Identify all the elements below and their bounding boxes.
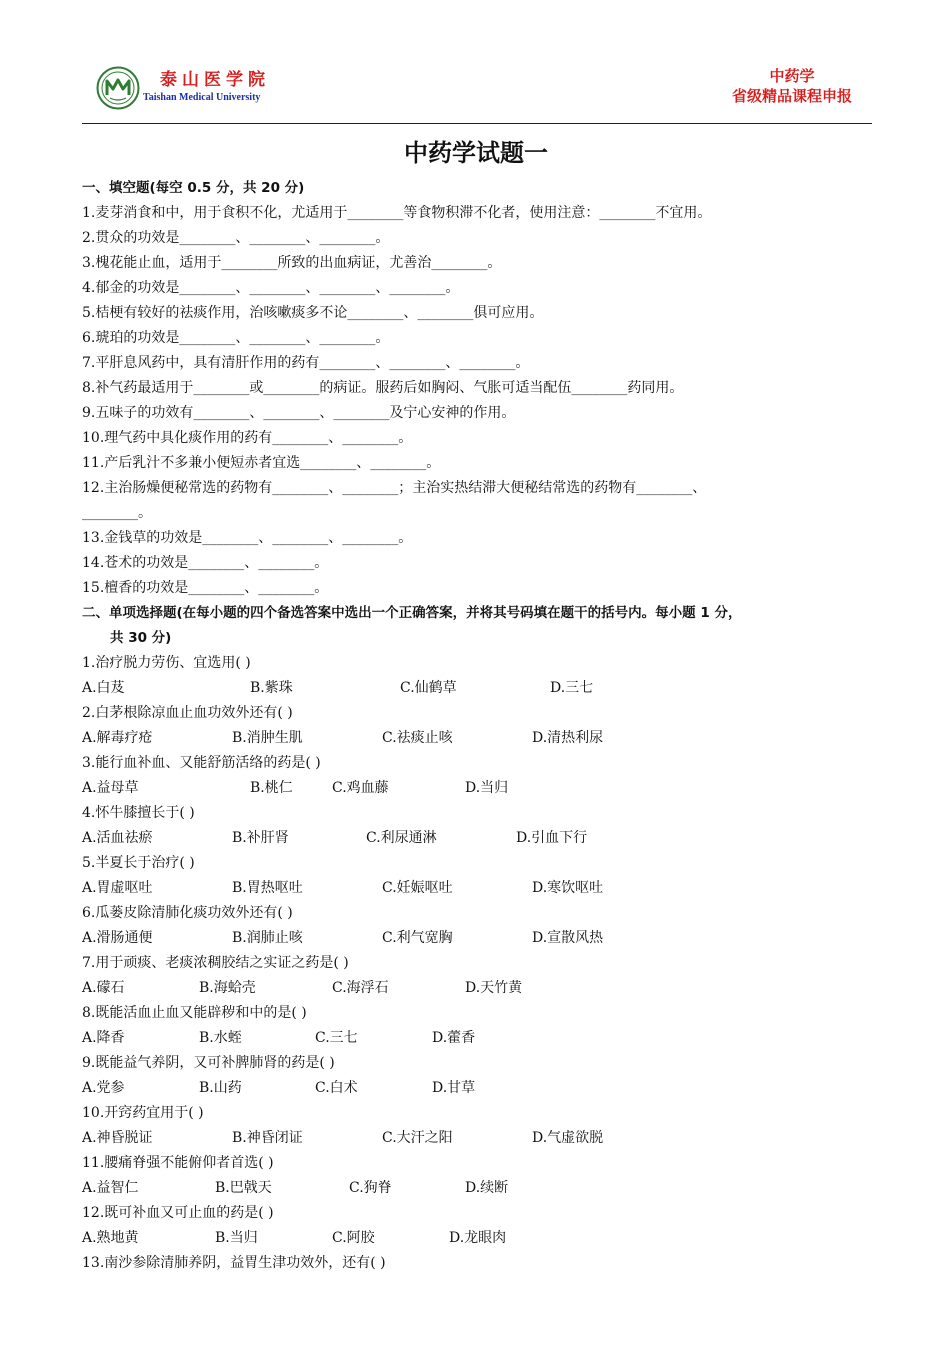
question-options (82, 776, 872, 801)
question-options (82, 1226, 872, 1251)
option-c: C.利气宽胸 (382, 930, 453, 946)
fill-blank-line: 3.槐花能止血，适用于________所致的出血病证，尤善治________。 (82, 255, 502, 271)
page-header (82, 60, 872, 124)
fill-blank-line: 7.平肝息风药中，具有清肝作用的药有________、________、________。 (82, 355, 530, 371)
question-stem: 5.半夏长于治疗( ) (82, 855, 195, 871)
fill-blank-line: ________。 (82, 505, 152, 521)
question-options (82, 1176, 872, 1201)
question-stem: 11.腰痛脊强不能俯仰者首选( ) (82, 1155, 274, 1171)
fill-blank-line: 11.产后乳汁不多兼小便短赤者宜选________、________。 (82, 455, 441, 471)
fill-blank-line: 2.贯众的功效是________、________、________。 (82, 230, 390, 246)
option-b: B.海蛤壳 (199, 980, 256, 996)
option-b: B.山药 (199, 1080, 242, 1096)
question-options (82, 676, 872, 701)
question-options (82, 1026, 872, 1051)
question-options (82, 926, 872, 951)
section-2-heading-cont: 共 30 分) (110, 630, 172, 646)
option-b: B.当归 (215, 1230, 258, 1246)
question-stem: 2.白茅根除凉血止血功效外还有( ) (82, 705, 293, 721)
fill-blank-line: 14.苍术的功效是________、________。 (82, 555, 329, 571)
option-b: B.消肿生肌 (232, 730, 303, 746)
option-c: C.大汗之阳 (382, 1130, 453, 1146)
option-b: B.补肝肾 (232, 830, 289, 846)
option-b: B.巴戟天 (215, 1180, 272, 1196)
question-stem: 4.怀牛膝擅长于( ) (82, 805, 195, 821)
option-d: D.清热利尿 (532, 730, 604, 746)
option-c: C.鸡血藤 (332, 780, 389, 796)
question-options (82, 876, 872, 901)
option-d: D.藿香 (432, 1030, 476, 1046)
page-title: 中药学试题一 (404, 139, 548, 167)
question-stem: 12.既可补血又可止血的药是( ) (82, 1205, 274, 1221)
question-stem: 8.既能活血止血又能辟秽和中的是( ) (82, 1005, 307, 1021)
option-a: A.党参 (82, 1080, 125, 1096)
fill-blank-line: 5.桔梗有较好的祛痰作用，治咳嗽痰多不论________、________俱可应用。 (82, 305, 544, 321)
option-a: A.滑肠通便 (82, 930, 153, 946)
option-d: D.天竹黄 (465, 980, 523, 996)
question-stem: 13.南沙参除清肺养阴，益胃生津功效外，还有( ) (82, 1255, 386, 1271)
option-c: C.狗脊 (349, 1180, 392, 1196)
fill-blank-line: 12.主治肠燥便秘常选的药物有________、________；主治实热结滞大便秘结常选的药物有________、 (82, 480, 707, 496)
school-name-chinese: 泰山医学院 (160, 70, 270, 90)
course-label (732, 66, 852, 106)
course-name: 中药学 (769, 67, 815, 85)
option-a: A.益智仁 (82, 1180, 139, 1196)
option-c: C.利尿通淋 (366, 830, 437, 846)
choice-questions (82, 651, 872, 1276)
fill-blank-questions (82, 201, 872, 601)
option-d: D.引血下行 (516, 830, 588, 846)
option-d: D.寒饮呕吐 (532, 880, 604, 896)
fill-blank-line: 8.补气药最适用于________或________的病证。服药后如胸闷、气胀可适当配伍________药同用。 (82, 380, 684, 396)
header-divider (82, 123, 872, 124)
school-name-english: Taishan Medical University (143, 92, 261, 103)
option-a: A.礞石 (82, 980, 125, 996)
option-b: B.桃仁 (250, 780, 293, 796)
question-options (82, 1126, 872, 1151)
question-options (82, 1076, 872, 1101)
fill-blank-line: 10.理气药中具化痰作用的药有________、________。 (82, 430, 413, 446)
question-stem: 7.用于顽痰、老痰浓稠胶结之实证之药是( ) (82, 955, 349, 971)
option-a: A.降香 (82, 1030, 125, 1046)
question-stem: 1.治疗脱力劳伤、宜选用( ) (82, 655, 251, 671)
fill-blank-line: 1.麦芽消食和中，用于食积不化，尤适用于________等食物积滞不化者，使用注意：________不宜用。 (82, 205, 712, 221)
option-c: C.海浮石 (332, 980, 389, 996)
question-stem: 6.瓜蒌皮除清肺化痰功效外还有( ) (82, 905, 293, 921)
option-a: A.活血祛瘀 (82, 830, 153, 846)
option-a: A.益母草 (82, 780, 139, 796)
fill-blank-line: 9.五味子的功效有________、________、________及宁心安神的作用。 (82, 405, 516, 421)
option-a: A.熟地黄 (82, 1230, 139, 1246)
option-c: C.白术 (315, 1080, 358, 1096)
option-c: C.仙鹤草 (400, 680, 457, 696)
question-options (82, 826, 872, 851)
course-application: 省级精品课程申报 (731, 87, 852, 105)
option-a: A.解毒疗疮 (82, 730, 153, 746)
exam-content (82, 176, 872, 1276)
question-options (82, 976, 872, 1001)
option-b: B.润肺止咳 (232, 930, 303, 946)
fill-blank-line: 13.金钱草的功效是________、________、________。 (82, 530, 413, 546)
option-a: A.白芨 (82, 680, 125, 696)
option-b: B.神昏闭证 (232, 1130, 303, 1146)
university-logo-icon (96, 66, 140, 110)
option-c: C.三七 (315, 1030, 358, 1046)
option-d: D.续断 (465, 1180, 509, 1196)
option-d: D.甘草 (432, 1080, 476, 1096)
fill-blank-line: 4.郁金的功效是________、________、________、________。 (82, 280, 460, 296)
option-c: C.祛痰止咳 (382, 730, 453, 746)
option-d: D.当归 (465, 780, 509, 796)
question-stem: 3.能行血补血、又能舒筋活络的药是( ) (82, 755, 321, 771)
option-d: D.气虚欲脱 (532, 1130, 604, 1146)
fill-blank-line: 6.琥珀的功效是________、________、________。 (82, 330, 390, 346)
option-c: C.妊娠呕吐 (382, 880, 453, 896)
option-a: A.胃虚呕吐 (82, 880, 153, 896)
option-b: B.紫珠 (250, 680, 293, 696)
option-d: D.三七 (550, 680, 594, 696)
option-b: B.胃热呕吐 (232, 880, 303, 896)
option-d: D.宣散风热 (532, 930, 604, 946)
option-b: B.水蛭 (199, 1030, 242, 1046)
question-options (82, 726, 872, 751)
option-a: A.神昏脱证 (82, 1130, 153, 1146)
option-c: C.阿胶 (332, 1230, 375, 1246)
fill-blank-line: 15.檀香的功效是________、________。 (82, 580, 329, 596)
question-stem: 9.既能益气养阴，又可补脾肺肾的药是( ) (82, 1055, 335, 1071)
section-2-heading: 二、单项选择题(在每小题的四个备选答案中选出一个正确答案，并将其号码填在题干的括号内。每小题 1 分， (82, 605, 742, 621)
option-d: D.龙眼肉 (449, 1230, 507, 1246)
question-stem: 10.开窍药宜用于( ) (82, 1105, 204, 1121)
section-1-heading: 一、填空题(每空 0.5 分，共 20 分) (82, 180, 305, 196)
